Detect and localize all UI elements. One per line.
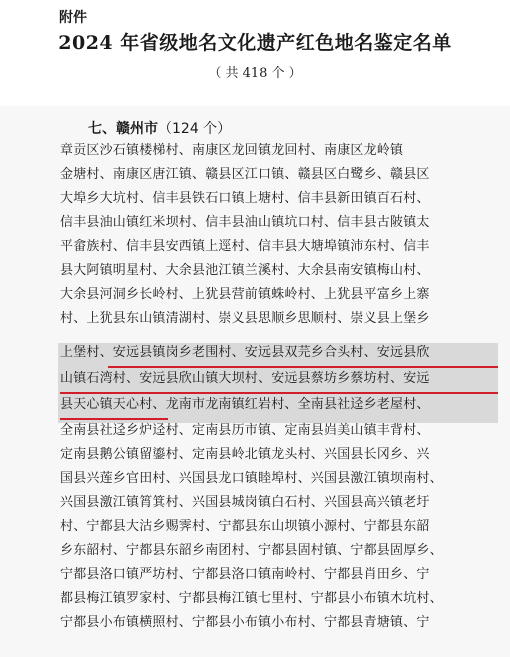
red-underline [60, 418, 168, 420]
list-line: 金塘村、南康区唐江镇、赣县区江口镇、赣县区白鹭乡、赣县区 [60, 167, 430, 182]
list-line: 山镇石湾村、安远县欣山镇大坝村、安远县蔡坊乡蔡坊村、安远 [60, 371, 430, 386]
list-line: 县大阿镇明星村、大余县池江镇兰溪村、大余县南安镇梅山村、 [60, 263, 430, 278]
list-line: 兴国县激江镇筲箕村、兴国县城岗镇白石村、兴国县高兴镇老圩 [60, 495, 430, 510]
list-line: 县天心镇天心村、龙南市龙南镇红岩村、全南县社迳乡老屋村、 [60, 397, 430, 412]
list-line: 村、宁都县大沽乡赐霁村、宁都县东山坝镇小源村、宁都县东韶 [60, 519, 430, 534]
annex-label: 附件 [59, 10, 87, 26]
list-line: 宁都县洛口镇严坊村、宁都县洛口镇南岭村、宁都县肖田乡、宁 [60, 567, 430, 582]
document-subtitle: （ 共 418 个 ） [208, 66, 302, 81]
section-heading [88, 118, 231, 138]
list-line: 章贡区沙石镇楼梯村、南康区龙回镇龙回村、南康区龙岭镇 [60, 143, 404, 158]
list-line: 信丰县油山镇红米坝村、信丰县油山镇坑口村、信丰县古陂镇太 [60, 215, 430, 230]
list-line: 乡东韶村、宁都县东韶乡南团村、宁都县固村镇、宁都县固厚乡、 [60, 543, 443, 558]
list-line: 宁都县小布镇横照村、宁都县小布镇小布村、宁都县青塘镇、宁 [60, 615, 430, 630]
list-line: 全南县社迳乡炉迳村、定南县历市镇、定南县岿美山镇丰背村、 [60, 423, 430, 438]
document-title: 2024 年省级地名文化遗产红色地名鉴定名单 [58, 32, 452, 54]
list-line: 大余县河洞乡长岭村、上犹县营前镇蛛岭村、上犹县平富乡上寨 [60, 287, 430, 302]
section-title: 七、赣州市 [88, 121, 158, 137]
red-underline [108, 366, 498, 368]
list-line: 上堡村、安远县镇岗乡老围村、安远县双芫乡合头村、安远县欣 [60, 345, 430, 360]
red-underline [60, 392, 498, 394]
section-count: （124 个） [158, 121, 232, 137]
list-line: 村、上犹县东山镇清湖村、崇义县思顺乡思顺村、崇义县上堡乡 [60, 311, 430, 326]
list-line: 平畲族村、信丰县安西镇上逕村、信丰县大塘埠镇沛东村、信丰 [60, 239, 430, 254]
list-line: 大埠乡大坑村、信丰县铁石口镇上塘村、信丰县新田镇百石村、 [60, 191, 430, 206]
list-line: 国县兴莲乡官田村、兴国县龙口镇睦埠村、兴国县激江镇坝南村、 [60, 471, 443, 486]
list-line: 定南县鹅公镇留鎏村、定南县岭北镇龙头村、兴国县长冈乡、兴 [60, 447, 430, 462]
list-line: 都县梅江镇罗家村、宁都县梅江镇七里村、宁都县小布镇木坑村、 [60, 591, 443, 606]
